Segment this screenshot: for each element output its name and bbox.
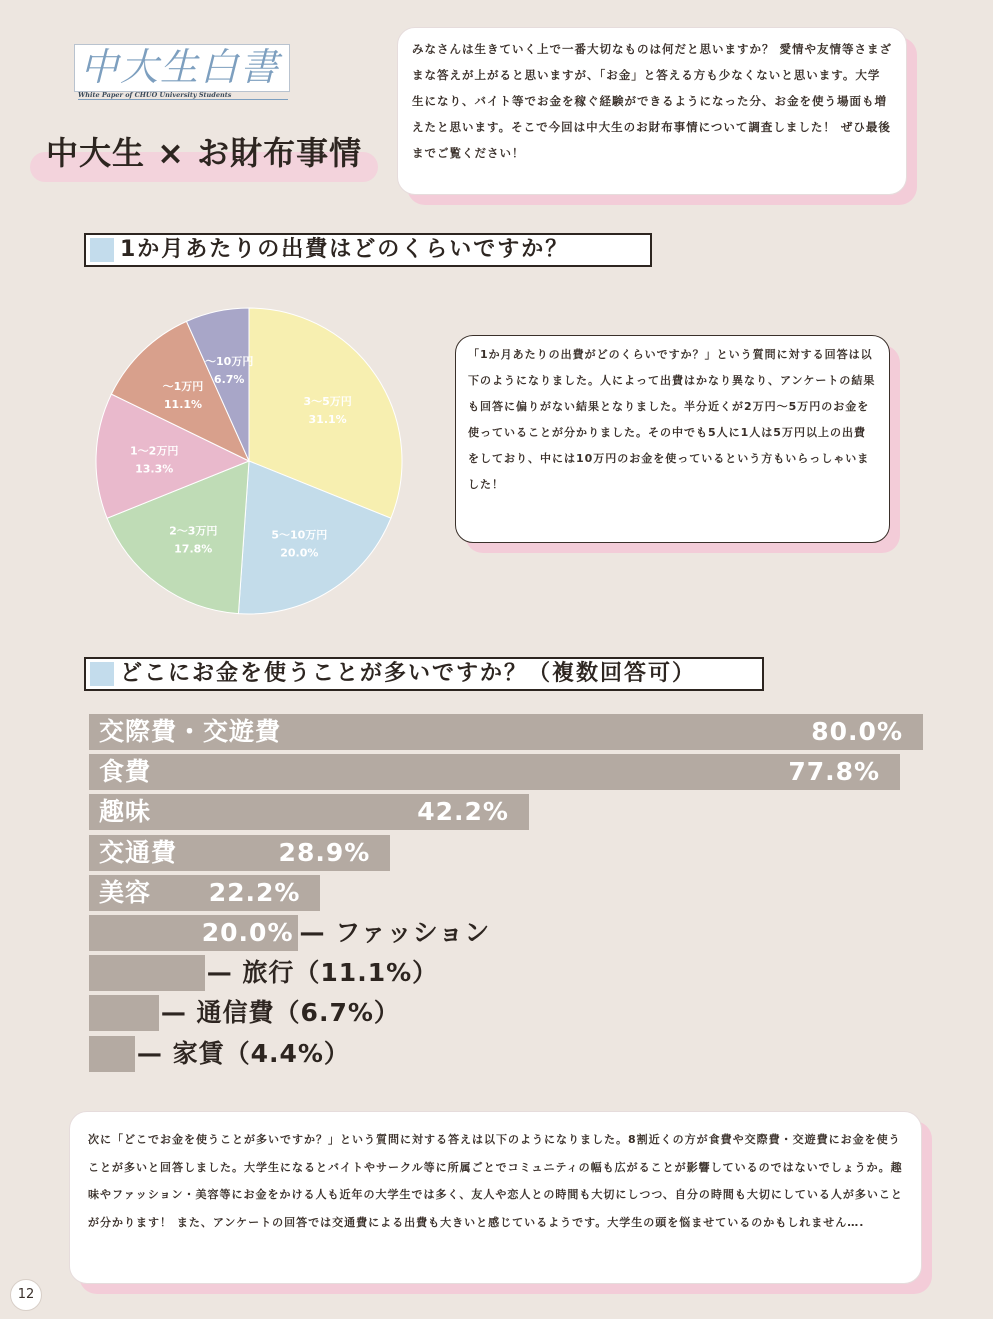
pie-slice-value: 20.0% <box>280 546 319 560</box>
page-number: 12 <box>10 1279 42 1311</box>
bar <box>89 754 900 790</box>
pie-slice-label: 5〜10万円 <box>271 528 328 542</box>
bar-label: 交際費・交遊費 <box>99 717 282 746</box>
section1-card <box>455 335 890 543</box>
bar-value: 42.2% <box>417 797 509 827</box>
logo-underline <box>78 99 288 100</box>
pie-slice-value: 11.1% <box>163 397 203 411</box>
logo-title: 中大生白書 <box>80 45 281 89</box>
bar-label: — 通信費（6.7%） <box>160 998 400 1028</box>
intro-card <box>397 27 907 195</box>
pie-slice-label: 〜1万円 <box>162 379 204 393</box>
section2-header <box>84 657 764 691</box>
bar-value: 22.2% <box>208 877 301 907</box>
bar <box>89 995 159 1031</box>
section1-text: 「1か月あたりの出費がどのくらいですか？」という質問に対する回答は以下のようになりました。人によって出費はかなり異なり、アンケートの結果も回答に偏りがない結果となりました。半分近くが2万円〜5万円のお金を使っていることが分かりました。その中でも5人に1人は5万円以上の出費をしており、中には10万円のお金を使っているという方もいらっしゃいました！ <box>468 348 876 491</box>
pie-slice-label: 3〜5万円 <box>303 394 352 408</box>
pie-slice-value: 31.1% <box>308 412 347 426</box>
section2-text: 次に「どこでお金を使うことが多いですか？」という質問に対する答えは以下のようになりました。8割近くの方が食費や交際費・交遊費にお金を使うことが多いと回答しました。大学生になるとバイトやサークル等に所属ごとでコミュニティの幅も広がることが影響しているのではないでしょうか。趣味やファッション・美容等にお金をかける人も近年の大学生では多く、友人や恋人との時間も大切にしつつ、自分の時間も大切にしている人が多いことが分かります！ また、アンケートの回答では交通費による出費も大きいと感じているようです。大学生の頭を悩ませているのかもしれません…. <box>88 1133 903 1229</box>
pie-slice-value: 13.3% <box>135 462 174 476</box>
pie-slice-label: 2〜3万円 <box>169 524 218 538</box>
expense-pie-chart <box>94 306 404 616</box>
bar-value: 20.0% <box>201 918 294 947</box>
logo-subtitle: White Paper of CHUO University Students <box>78 91 232 99</box>
intro-text: みなさんは生きていく上で一番大切なものは何だと思いますか？ 愛情や友情等さまざまな答えが上がると思いますが、「お金」と答える方も少なくないと思います。大学生になり、バイト等でお金を稼ぐ経験ができるようになった分、お金を使う場面も増えたと思います。そこで今回は中大生のお財布事情について調査しました！ ぜひ最後までご覧ください！ <box>412 42 892 160</box>
bar-value: 77.8% <box>788 757 881 787</box>
bar-label: 食費 <box>99 757 152 787</box>
bar-label: 美容 <box>99 877 152 907</box>
bar-label: — 旅行（11.1%） <box>206 958 439 988</box>
bar <box>89 1036 135 1072</box>
bar <box>89 875 320 911</box>
bar-label: — ファッション <box>299 918 491 947</box>
bar <box>89 794 529 830</box>
bar <box>89 835 390 871</box>
pie-slice-label: 1〜2万円 <box>130 444 179 458</box>
section1-marker <box>90 238 114 262</box>
pie-slice-value: 17.8% <box>174 542 213 556</box>
bar-label: 趣味 <box>99 797 152 827</box>
logo <box>74 44 292 100</box>
section2-card <box>69 1111 922 1284</box>
bar-value: 28.9% <box>278 837 371 867</box>
bar-label: 交通費 <box>99 837 178 867</box>
bar <box>89 955 205 991</box>
page-title: 中大生 × お財布事情 <box>46 134 363 172</box>
section2-title: どこにお金を使うことが多いですか？（複数回答可） <box>120 661 697 686</box>
section2-marker <box>90 662 114 686</box>
bar-label: — 家賃（4.4%） <box>136 1038 350 1068</box>
section1-header <box>84 233 652 267</box>
pie-slice-label: 〜10万円 <box>205 355 254 369</box>
pie-slice-value: 6.7% <box>213 373 245 387</box>
bar <box>89 915 298 951</box>
bar <box>89 714 923 750</box>
section1-title: 1か月あたりの出費はどのくらいですか？ <box>120 237 570 262</box>
bar-value: 80.0% <box>811 717 903 746</box>
